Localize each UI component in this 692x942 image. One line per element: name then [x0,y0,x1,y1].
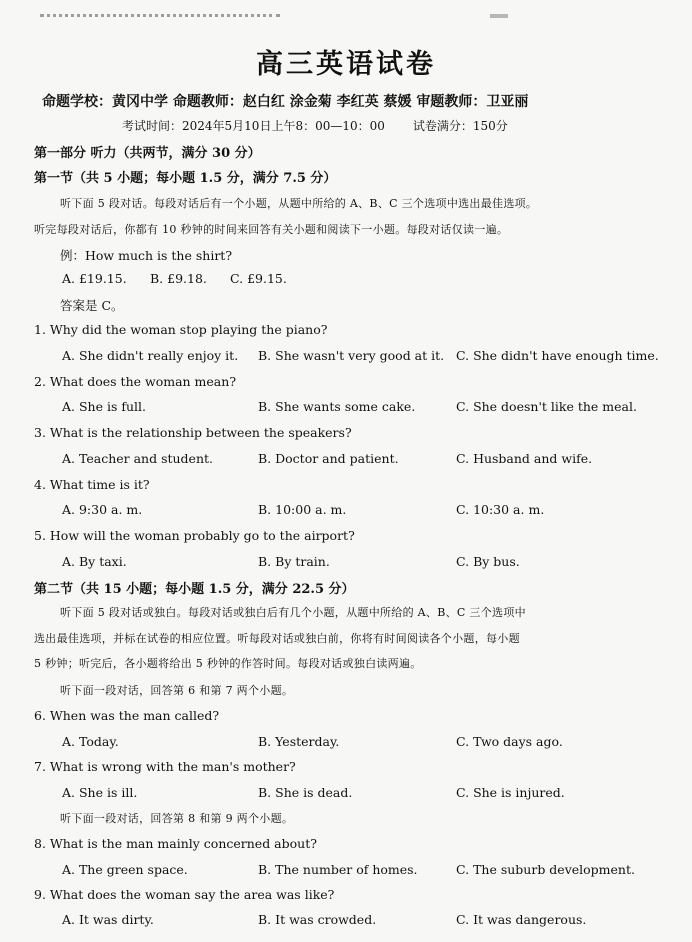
question-2: 2. What does the woman mean? [34,374,237,389]
section1-instructions-2: 听完每段对话后，你都有 10 秒钟的时间来回答有关小题和阅读下一小题。每段对话仅读一遍。 [34,223,509,236]
question-option-b: B. She is dead. [258,785,353,800]
page-title: 高三英语试卷 [256,49,436,80]
question-option-c: C. Two days ago. [456,734,563,749]
question-option-b: B. By train. [258,554,330,569]
question-option-c: C. She didn't have enough time. [456,348,659,363]
exam-info-line [122,117,508,134]
section2-instructions-3: 5 秒钟；听完后，各小题将给出 5 秒钟的作答时间。每段对话或独白读两遍。 [34,657,422,670]
question-option-a: A. 9:30 a. m. [62,502,143,517]
full-score: 试卷满分：150分 [412,119,508,133]
section2-heading: 第二节（共 15 小题；每小题 1.5 分，满分 22.5 分） [34,582,355,597]
question-option-a: A. Today. [62,734,119,749]
question-option-a: A. She is full. [62,399,146,414]
header-scribble [40,14,280,29]
question-option-a: A. She didn't really enjoy it. [62,348,239,363]
question-7: 7. What is wrong with the man's mother? [34,759,296,774]
question-option-c: C. The suburb development. [456,862,635,877]
question-option-b: B. The number of homes. [258,862,418,877]
question-option-b: B. 10:00 a. m. [258,502,347,517]
example-question: 例：How much is the shirt? [60,248,233,263]
question-option-c: C. By bus. [456,554,520,569]
question-option-b: B. It was crowded. [258,912,377,927]
question-4: 4. What time is it? [34,477,150,492]
question-option-c: C. It was dangerous. [456,912,587,927]
question-6: 6. When was the man called? [34,708,220,723]
section2-instructions-1: 听下面 5 段对话或独白。每段对话或独白后有几个小题，从题中所给的 A、B、C 三个选项中 [60,606,526,619]
group-instruction-8-9: 听下面一段对话，回答第 8 和第 9 两个小题。 [60,812,294,825]
question-option-b: B. Doctor and patient. [258,451,399,466]
question-option-a: A. Teacher and student. [62,451,214,466]
question-option-b: B. She wants some cake. [258,399,416,414]
question-option-a: A. She is ill. [62,785,138,800]
question-option-b: B. Yesterday. [258,734,340,749]
example-option-c: C. £9.15. [230,271,287,286]
question-5: 5. How will the woman probably go to the airport? [34,528,355,543]
question-8: 8. What is the man mainly concerned about? [34,836,317,851]
example-answer: 答案是 C。 [60,298,124,313]
question-option-a: A. The green space. [62,862,188,877]
question-9: 9. What does the woman say the area was like? [34,887,335,902]
question-1: 1. Why did the woman stop playing the piano? [34,322,328,337]
part1-heading: 第一部分 听力（共两节，满分 30 分） [34,146,261,161]
authors-line: 命题学校：黄冈中学 命题教师：赵白红 涂金菊 李红英 蔡媛 审题教师：卫亚丽 [42,94,529,110]
section1-instructions-1: 听下面 5 段对话。每段对话后有一个小题，从题中所给的 A、B、C 三个选项中选出最佳选项。 [60,197,538,210]
header-mark [490,14,508,18]
section1-heading: 第一节（共 5 小题；每小题 1.5 分，满分 7.5 分） [34,171,337,186]
question-option-a: A. By taxi. [62,554,127,569]
question-option-c: C. She is injured. [456,785,565,800]
question-option-b: B. She wasn't very good at it. [258,348,445,363]
question-option-a: A. It was dirty. [62,912,154,927]
example-option-a: A. £19.15. [62,271,127,286]
question-option-c: C. She doesn't like the meal. [456,399,637,414]
section2-instructions-2: 选出最佳选项，并标在试卷的相应位置。听每段对话或独白前，你将有时间阅读各个小题，每小题 [34,632,520,645]
question-option-c: C. Husband and wife. [456,451,593,466]
group-instruction-6-7: 听下面一段对话，回答第 6 和第 7 两个小题。 [60,684,294,697]
exam-time: 考试时间：2024年5月10日上午8：00—10：00 [122,119,385,133]
question-option-c: C. 10:30 a. m. [456,502,545,517]
question-3: 3. What is the relationship between the speakers? [34,425,352,440]
example-option-b: B. £9.18. [150,271,207,286]
